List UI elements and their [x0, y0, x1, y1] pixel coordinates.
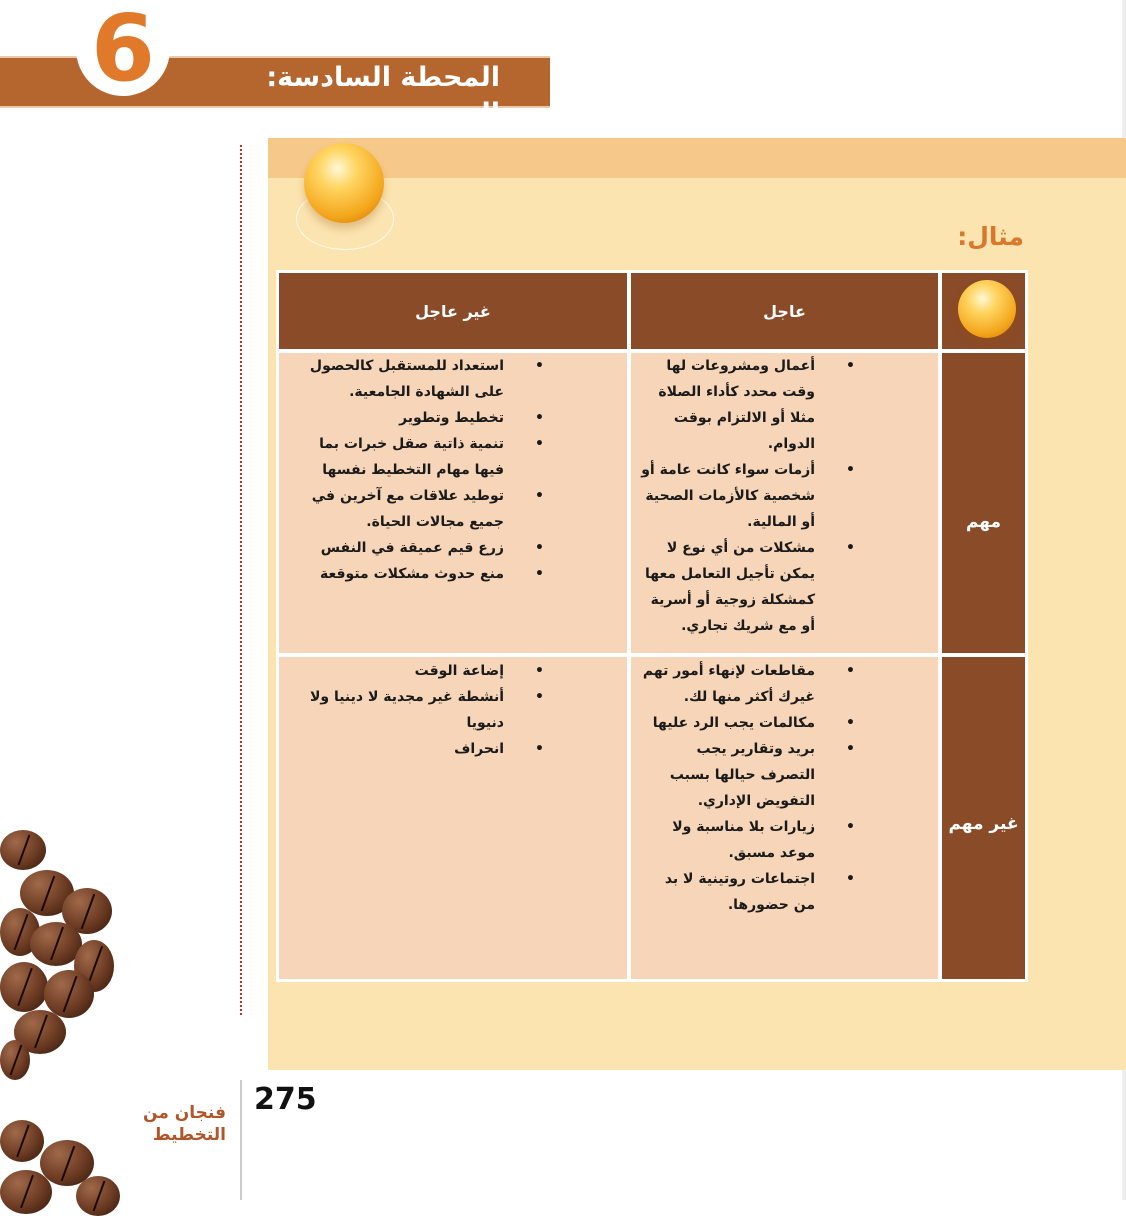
coffee-bean-icon	[0, 1040, 30, 1080]
list-important-not-urgent	[288, 353, 544, 587]
row-important-cell	[942, 353, 1025, 653]
coffee-bean-icon	[76, 1176, 120, 1216]
list-item: • أزمات سواء كانت عامة أو شخصية كالأزمات الصحية أو المالية.	[640, 457, 855, 535]
coffee-bean-icon	[0, 1170, 52, 1214]
list-item: • أنشطة غير مجدية لا دينيا ولا دنيويا	[288, 684, 544, 736]
header-not-urgent: غير عاجل	[415, 302, 491, 321]
row-label-important: مهم	[965, 512, 1002, 532]
list-item: • أعمال ومشروعات لها وقت محدد كأداء الصلاة مثلا أو الالتزام بوقت الدوام.	[640, 353, 855, 457]
example-label: مثال:	[957, 222, 1024, 251]
list-item: • زرع قيم عميقة في النفس	[288, 535, 544, 561]
book-title: فنجان من التخطيط	[143, 1103, 226, 1145]
list-not-important-urgent	[640, 658, 855, 918]
list-item: • منع حدوث مشكلات متوقعة	[288, 561, 544, 587]
list-item: • مكالمات يجب الرد عليها	[640, 710, 855, 736]
chapter-title: المحطة السادسة: السعي	[266, 62, 500, 129]
coffee-bean-icon	[0, 830, 46, 870]
list-item: • بريد وتقارير يجب التصرف حيالها بسبب التفويض الإداري.	[640, 736, 855, 814]
list-important-urgent	[640, 353, 855, 639]
coffee-bean-icon	[0, 1120, 44, 1162]
list-item: • مشكلات من أي نوع لا يمكن تأجيل التعامل معها كمشكلة زوجية أو أسرية أو مع شريك تجاري.	[640, 535, 855, 639]
row-label-not-important: غير مهم	[948, 814, 1019, 834]
list-item: • اجتماعات روتينية لا بد من حضورها.	[640, 866, 855, 918]
list-item: • توطيد علاقات مع آخرين في جميع مجالات الحياة.	[288, 483, 544, 535]
list-item: • زيارات بلا مناسبة ولا موعد مسبق.	[640, 814, 855, 866]
coffee-bean-icon	[44, 970, 94, 1018]
golden-orb-icon	[958, 280, 1016, 338]
list-item: • انحراف	[288, 736, 544, 762]
panel-top-band	[268, 138, 1126, 178]
header-urgent: عاجل	[763, 302, 806, 321]
coffee-bean-icon	[0, 962, 48, 1012]
dotted-margin-rule	[240, 145, 242, 1015]
list-item: • مقاطعات لإنهاء أمور تهم غيرك أكثر منها لك.	[640, 658, 855, 710]
chapter-number: 6	[90, 0, 155, 102]
list-item: • إضاعة الوقت	[288, 658, 544, 684]
golden-orb-icon	[304, 143, 384, 223]
list-not-important-not-urgent	[288, 658, 544, 762]
page-number: 275	[254, 1082, 317, 1117]
list-item: • تنمية ذاتية صقل خبرات بما فيها مهام التخطيط نفسها	[288, 431, 544, 483]
list-item: • تخطيط وتطوير	[288, 405, 544, 431]
footer-divider	[240, 1080, 242, 1200]
list-item: • استعداد للمستقبل كالحصول على الشهادة الجامعية.	[288, 353, 544, 405]
